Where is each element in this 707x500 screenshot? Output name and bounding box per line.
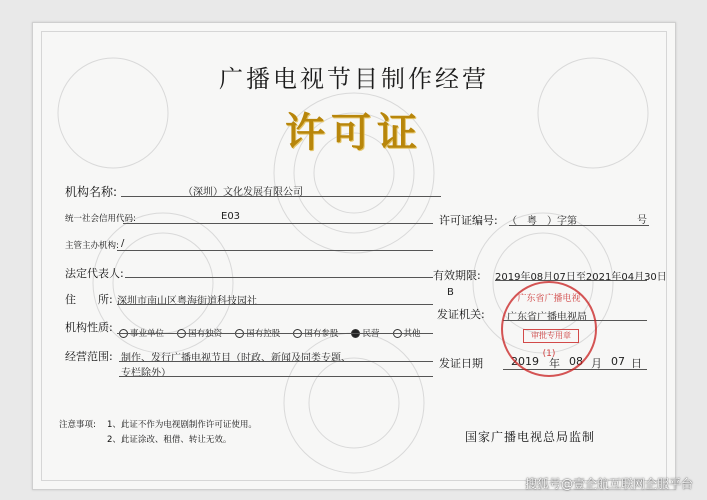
- issuer-value: 广东省广播电视局: [507, 312, 587, 323]
- inner-frame: [41, 31, 667, 481]
- addr-value: 深圳市南山区粤海街道科技园社: [117, 296, 257, 307]
- valid-value: 2019年08月07日至2021年04月30日: [495, 272, 667, 283]
- rep-label: 法定代表人:: [65, 267, 124, 280]
- date-month: 08: [569, 355, 583, 368]
- credit-value: E03: [221, 211, 241, 222]
- license-certificate: [32, 22, 676, 490]
- scope-label: 经营范围:: [65, 350, 113, 363]
- date-year: 2019: [511, 355, 539, 368]
- scope-line2: 专栏除外）: [121, 368, 171, 379]
- date-day: 07: [611, 355, 625, 368]
- certificate-title: 广播电视节目制作经营: [219, 65, 489, 93]
- sponsor-value: /: [121, 238, 125, 249]
- notes-label: 注意事项:: [59, 420, 96, 430]
- seal-number: (1): [542, 349, 556, 359]
- seal-top-text: 广东省广播电视: [517, 294, 581, 304]
- nature-label: 机构性质:: [65, 321, 113, 334]
- issuer-label: 发证机关:: [437, 308, 485, 321]
- credit-label: 统一社会信用代码:: [65, 214, 136, 224]
- watermark: 搜狐号@壹企航互联网企服平台: [524, 477, 693, 491]
- authority-footer: 国家广播电视总局监制: [465, 430, 596, 444]
- date-month-suffix: 月: [591, 357, 602, 370]
- notes-item-1: 1、此证不作为电视剧制作许可证使用。: [107, 420, 257, 430]
- addr-label: 住 所:: [65, 293, 113, 306]
- org-label: 机构名称:: [65, 185, 118, 199]
- nature-options: 事业单位 国有独资 国有控股 国有参股 民营 其他: [119, 321, 429, 340]
- license-suffix: 号: [637, 215, 647, 226]
- scope-line1: 制作、发行广播电视节目（时政、新闻及同类专题、: [121, 353, 351, 364]
- license-label: 许可证编号:: [439, 214, 498, 227]
- license-value: （ 粤 ）字第: [507, 216, 577, 227]
- official-seal: [501, 281, 597, 377]
- certificate-subtitle: 许可证: [285, 110, 423, 156]
- notes-item-2: 2、此证涂改、租借、转让无效。: [107, 435, 232, 445]
- addr-suffix: B: [447, 287, 454, 298]
- org-value: （深圳）文化发展有限公司: [183, 187, 303, 198]
- valid-label: 有效期限:: [433, 269, 481, 282]
- date-label: 发证日期: [439, 357, 483, 370]
- sponsor-label: 主管主办机构:: [65, 241, 119, 251]
- date-year-suffix: 年: [549, 357, 560, 370]
- date-day-suffix: 日: [631, 357, 642, 370]
- seal-box: 审批专用章: [523, 329, 579, 343]
